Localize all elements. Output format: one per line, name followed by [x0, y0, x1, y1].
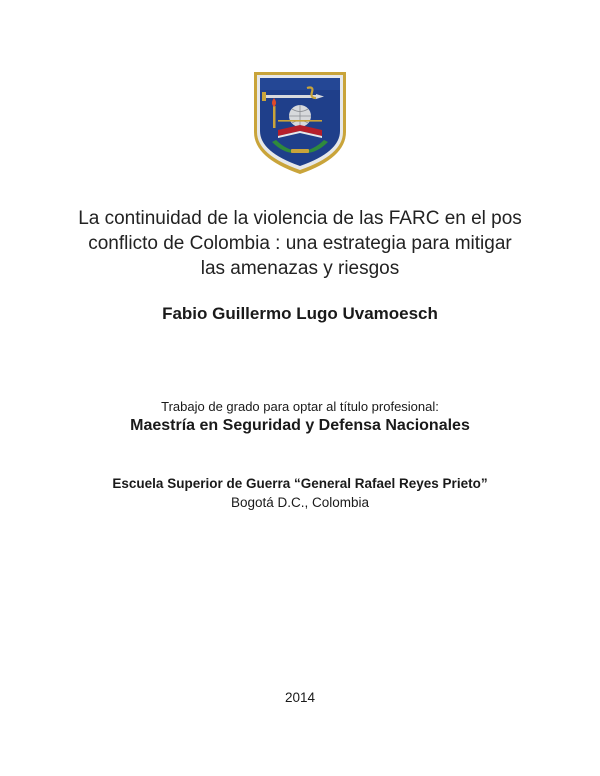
author-name: Fabio Guillermo Lugo Uvamoesch: [162, 304, 438, 323]
title-line-2: conflicto de Colombia : una estrategia para mitigar: [88, 233, 512, 254]
thesis-intro: Trabajo de grado para optar al título profesional:: [161, 399, 439, 414]
publication-year: 2014: [284, 690, 316, 705]
school-name: Escuela Superior de Guerra “General Rafael Reyes Prieto”: [112, 476, 488, 491]
title-line-1: La continuidad de la violencia de las FARC en el pos: [78, 208, 522, 229]
degree-title: Maestría en Seguridad y Defensa Nacionales: [130, 417, 470, 434]
document-title: [60, 206, 540, 281]
title-line-3: las amenazas y riesgos: [200, 258, 400, 279]
city-location: Bogotá D.C., Colombia: [230, 495, 370, 510]
military-school-crest-icon: [252, 70, 348, 176]
